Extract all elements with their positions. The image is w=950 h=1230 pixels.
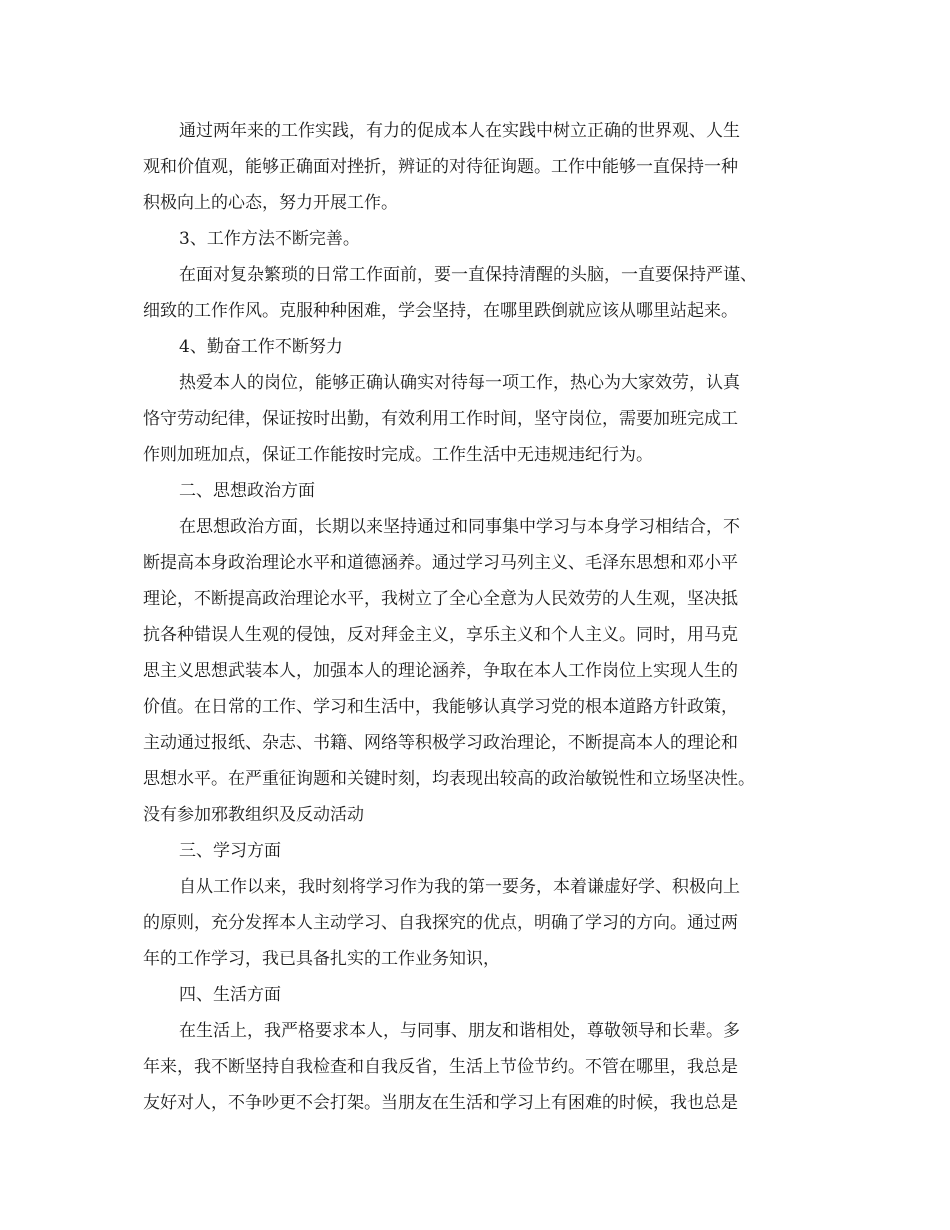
text-line: 理论，不断提高政治理论水平，我树立了全心全意为人民效劳的人生观，坚决抵 — [143, 589, 738, 609]
text-line: 价值。在日常的工作、学习和生活中，我能够认真学习党的根本道路方针政策， — [143, 697, 738, 717]
text-line: 作则加班加点，保证工作能按时完成。工作生活中无违规违纪行为。 — [143, 445, 653, 465]
document-body — [143, 113, 803, 1121]
text-line: 抗各种错误人生观的侵蚀，反对拜金主义，享乐主义和个人主义。同时，用马克 — [143, 625, 738, 645]
text-line: 热爱本人的岗位，能够正确认确实对待每一项工作，热心为大家效劳，认真 — [179, 373, 740, 393]
text-line: 思想水平。在严重征询题和关键时刻，均表现出较高的政治敏锐性和立场坚决性。 — [143, 769, 755, 789]
text-line: 4、勤奋工作不断努力 — [179, 337, 343, 357]
text-line: 在生活上，我严格要求本人，与同事、朋友和谐相处，尊敬领导和长辈。多 — [179, 1021, 740, 1041]
text-line: 在面对复杂繁琐的日常工作面前，要一直保持清醒的头脑，一直要保持严谨、 — [179, 265, 757, 285]
text-line: 细致的工作作风。克服种种困难，学会坚持，在哪里跌倒就应该从哪里站起来。 — [143, 301, 738, 321]
text-line: 思主义思想武装本人，加强本人的理论涵养，争取在本人工作岗位上实现人生的 — [143, 661, 738, 681]
text-line: 二、思想政治方面 — [179, 481, 315, 501]
text-line: 观和价值观，能够正确面对挫折，辨证的对待征询题。工作中能够一直保持一种 — [143, 157, 738, 177]
text-line: 三、学习方面 — [179, 841, 281, 861]
text-line: 年的工作学习，我已具备扎实的工作业务知识， — [143, 949, 500, 969]
text-line: 3、工作方法不断完善。 — [179, 229, 360, 249]
text-line: 主动通过报纸、杂志、书籍、网络等积极学习政治理论，不断提高本人的理论和 — [143, 733, 738, 753]
text-line: 断提高本身政治理论水平和道德涵养。通过学习马列主义、毛泽东思想和邓小平 — [143, 553, 738, 573]
text-line: 的原则，充分发挥本人主动学习、自我探究的优点，明确了学习的方向。通过两 — [143, 913, 738, 933]
text-line: 四、生活方面 — [179, 985, 281, 1005]
text-line: 积极向上的心态，努力开展工作。 — [143, 193, 398, 213]
text-line: 没有参加邪教组织及反动活动 — [143, 805, 364, 825]
text-line: 年来，我不断坚持自我检查和自我反省，生活上节俭节约。不管在哪里，我总是 — [143, 1057, 738, 1077]
text-line: 在思想政治方面，长期以来坚持通过和同事集中学习与本身学习相结合，不 — [179, 517, 740, 537]
text-line: 恪守劳动纪律，保证按时出勤，有效利用工作时间，坚守岗位，需要加班完成工 — [143, 409, 738, 429]
text-line: 通过两年来的工作实践，有力的促成本人在实践中树立正确的世界观、人生 — [179, 121, 740, 141]
text-line: 友好对人，不争吵更不会打架。当朋友在生活和学习上有困难的时候，我也总是 — [143, 1093, 738, 1113]
text-line: 自从工作以来，我时刻将学习作为我的第一要务，本着谦虚好学、积极向上 — [179, 877, 740, 897]
